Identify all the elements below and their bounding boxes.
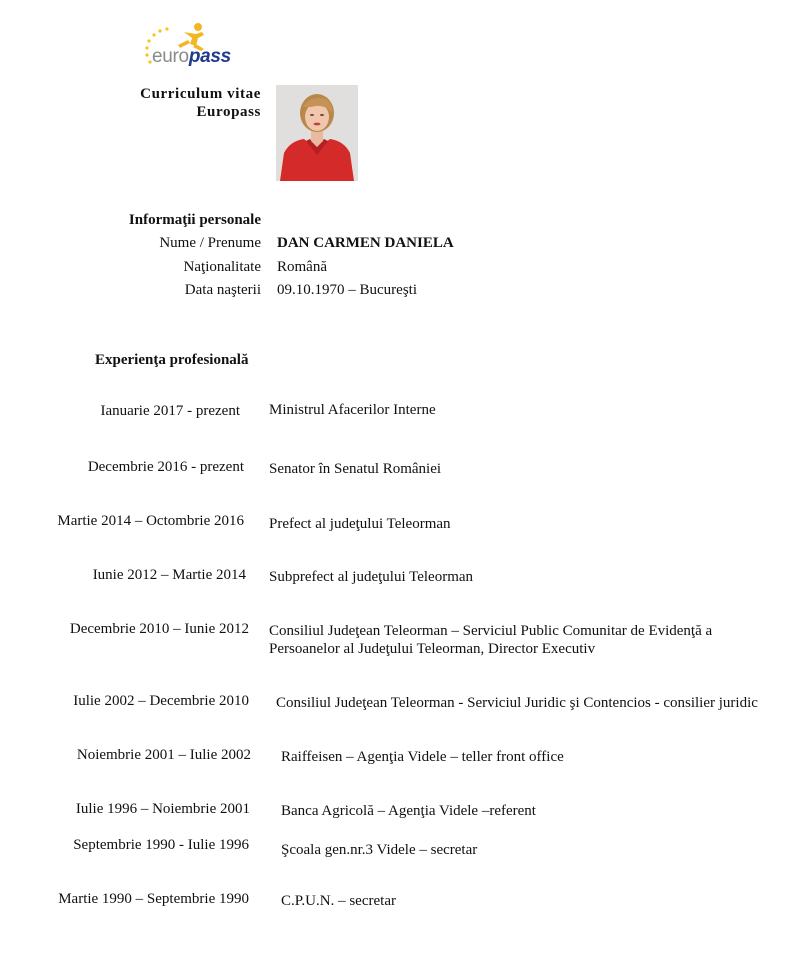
logo-word-euro: euro (152, 46, 189, 67)
experience-description: Consiliul Judeţean Teleorman – Serviciul Public Comunitar de Evidenţă a Persoanelor al Judeţului Teleorman, Director Executiv (269, 623, 713, 657)
name-label: Nume / Prenume (159, 235, 261, 251)
experience-description: Subprefect al judeţului Teleorman (269, 569, 474, 585)
experience-description: Prefect al judeţului Teleorman (269, 516, 451, 532)
nationality-value: Română (277, 259, 327, 275)
experience-period: Septembrie 1990 - Iulie 1996 (73, 837, 249, 853)
experience-description: Banca Agricolă – Agenţia Videle –referent (281, 803, 536, 819)
experience-period: Decembrie 2016 - prezent (87, 459, 244, 475)
portrait-photo-icon (276, 85, 358, 181)
birth-label: Data naşterii (184, 282, 261, 298)
experience-description: Raiffeisen – Agenţia Videle – teller front office (281, 749, 564, 765)
experience-description: C.P.U.N. – secretar (281, 893, 396, 909)
experience-period: Martie 2014 – Octombrie 2016 (57, 513, 244, 529)
experience-description: Consiliul Judeţean Teleorman - Serviciul Juridic şi Contencios - consilier juridic (276, 695, 758, 711)
experience-description: Ministrul Afacerilor Interne (269, 402, 436, 418)
logo-word-pass: pass (188, 46, 231, 67)
cv-title (140, 85, 261, 121)
experience-heading: Experienţa profesională (95, 352, 249, 368)
experience-description: Şcoala gen.nr.3 Videle – secretar (281, 842, 478, 858)
experience-period: Iunie 2012 – Martie 2014 (92, 567, 246, 583)
portrait-photo (276, 85, 358, 181)
experience-period: Iulie 1996 – Noiembrie 2001 (75, 801, 250, 817)
europass-wordmark (152, 46, 231, 68)
birth-value: 09.10.1970 – Bucureşti (277, 282, 417, 298)
personal-info-heading: Informaţii personale (128, 212, 261, 228)
experience-period: Martie 1990 – Septembrie 1990 (58, 891, 249, 907)
experience-period: Noiembrie 2001 – Iulie 2002 (76, 747, 251, 763)
experience-description: Senator în Senatul României (269, 461, 442, 477)
experience-period: Iulie 2002 – Decembrie 2010 (73, 693, 249, 709)
europass-logo (140, 18, 240, 74)
cv-title-line2: Europass (196, 104, 261, 120)
name-value: DAN CARMEN DANIELA (277, 235, 454, 251)
nationality-label: Naţionalitate (183, 259, 261, 275)
experience-period: Ianuarie 2017 - prezent (100, 403, 240, 419)
cv-title-line1: Curriculum vitae (140, 86, 261, 102)
experience-period: Decembrie 2010 – Iunie 2012 (69, 621, 249, 637)
